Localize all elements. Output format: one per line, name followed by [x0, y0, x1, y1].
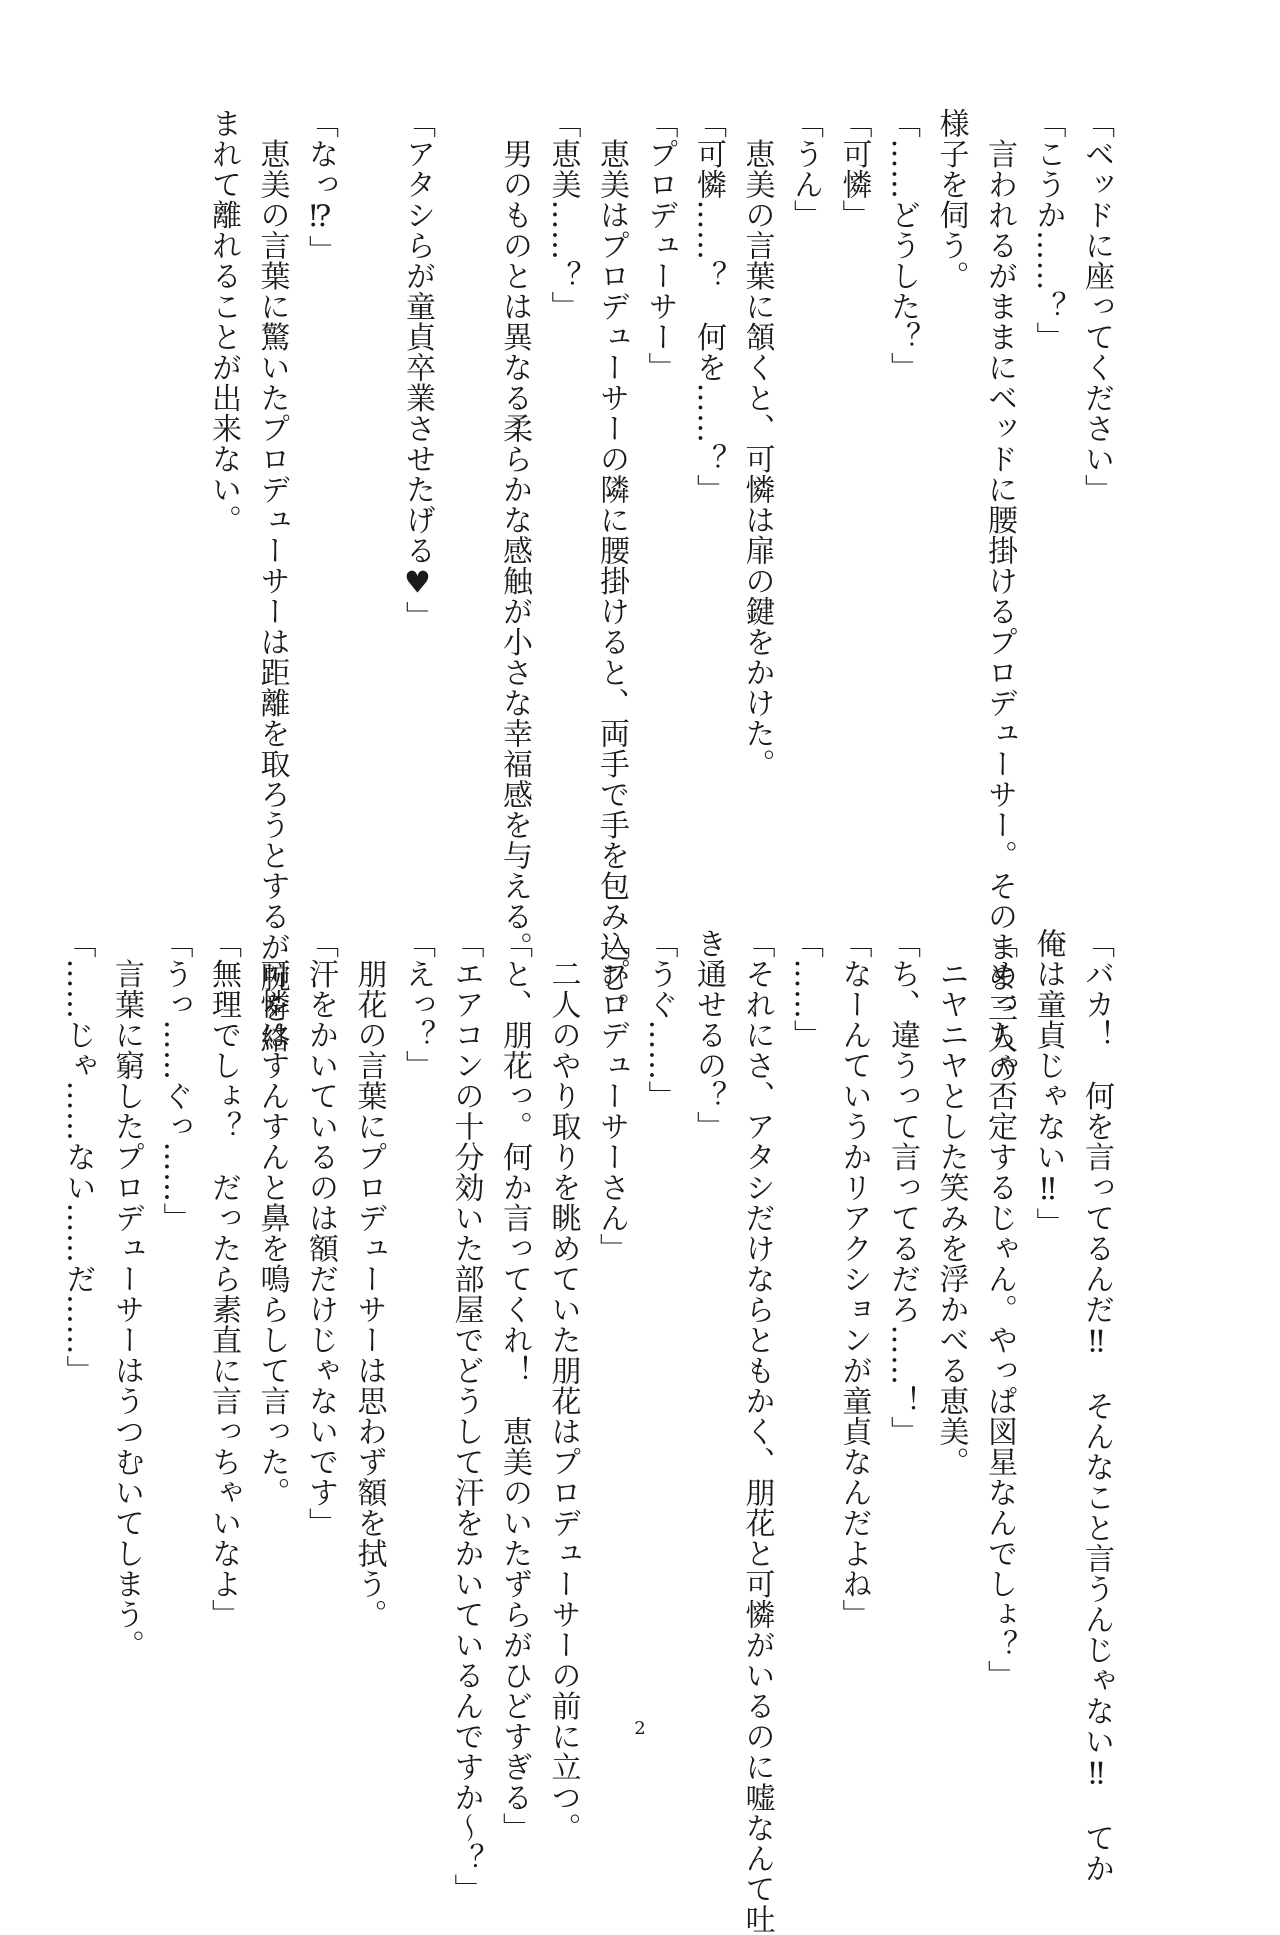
text-line: 「アタシらが童貞卒業させたげる♥」: [400, 108, 435, 632]
text-line: 「バカ！ 何を言ってるんだ‼ そんなこと言うんじゃない‼ てか: [1079, 928, 1114, 1884]
text-line: 「可憐……？ 何を……？」: [691, 108, 726, 505]
text-line: 可憐はすんすんと鼻を鳴らして言った。: [254, 928, 290, 1508]
text-line: 様子を伺う。: [933, 108, 969, 291]
text-line: ニヤニヤとした笑みを浮かべる恵美。: [933, 928, 969, 1477]
text-line: 「恵美……？」: [545, 108, 581, 322]
text-line: 二人のやり取りを眺めていた朋花はプロデューサーの前に立つ。: [545, 928, 581, 1843]
text-line: 「……どうした？」: [885, 108, 920, 383]
page-number: 2: [634, 1718, 646, 1739]
text-line: 恵美の言葉に頷くと、可憐は扉の鍵をかけた。: [739, 108, 775, 779]
text-line: 「こうか……？」: [1030, 108, 1066, 352]
text-line: 「なっ⁉」: [303, 108, 338, 266]
text-line: き通せるの？」: [691, 928, 726, 1142]
text-line: 「めっちゃ否定するじゃん。やっぱ図星なんでしょ？」: [982, 928, 1017, 1691]
text-line: 「うん」: [788, 108, 823, 230]
text-line: 恵美はプロデューサーの隣に腰掛けると、両手で手を包み込む。: [594, 108, 629, 1023]
text-line: 「うぐ……」: [642, 928, 678, 1111]
text-line: 男のものとは異なる柔らかな感触が小さな幸福感を与える。: [497, 108, 532, 962]
paragraph-gap: [344, 108, 393, 888]
bottom-text-block: [60, 928, 1120, 1935]
text-line: 「ち、違うって言ってるだろ……！」: [885, 928, 920, 1447]
text-line: 「それにさ、アタシだけならともかく、朋花と可憐がいるのに嘘なんて吐: [739, 928, 775, 1935]
text-line: 「と、朋花っ。何か言ってくれ！ 恵美のいたずらがひどすぎる」: [497, 928, 532, 1843]
text-line: 言われるがままにベッドに腰掛けるプロデューサー。そのまま三人の: [982, 108, 1017, 1084]
text-line: 「エアコンの十分効いた部屋でどうして汗をかいているんですか～？」: [448, 928, 484, 1904]
paragraph-gap: [441, 108, 490, 888]
text-line: 「……」: [788, 928, 823, 1050]
text-line: 朋花の言葉にプロデューサーは思わず額を拭う。: [351, 928, 387, 1630]
text-line: 恵美の言葉に驚いたプロデューサーは距離を取ろうとするが腕を絡: [254, 108, 290, 1054]
text-line: まれて離れることが出来ない。: [206, 108, 241, 535]
text-line: 「なーんていうかリアクションが童貞なんだよね」: [836, 928, 872, 1630]
text-line: 「ベッドに座ってください」: [1079, 108, 1114, 505]
text-line: 「プロデューサー」: [642, 108, 678, 383]
text-line: 俺は童貞じゃない‼」: [1030, 928, 1066, 1238]
text-line: 「……じゃ……ない……だ……」: [60, 928, 96, 1386]
text-line: 「可憐」: [836, 108, 872, 230]
text-line: 「プロデューサーさん」: [594, 928, 629, 1264]
text-line: 「無理でしょ？ だったら素直に言っちゃいなよ」: [206, 928, 241, 1630]
text-line: 言葉に窮したプロデューサーはうつむいてしまう。: [109, 928, 144, 1660]
text-line: 「汗をかいているのは額だけじゃないです」: [303, 928, 338, 1538]
text-line: 「うっ……ぐっ……」: [157, 928, 193, 1233]
text-line: 「えっ？」: [400, 928, 435, 1081]
